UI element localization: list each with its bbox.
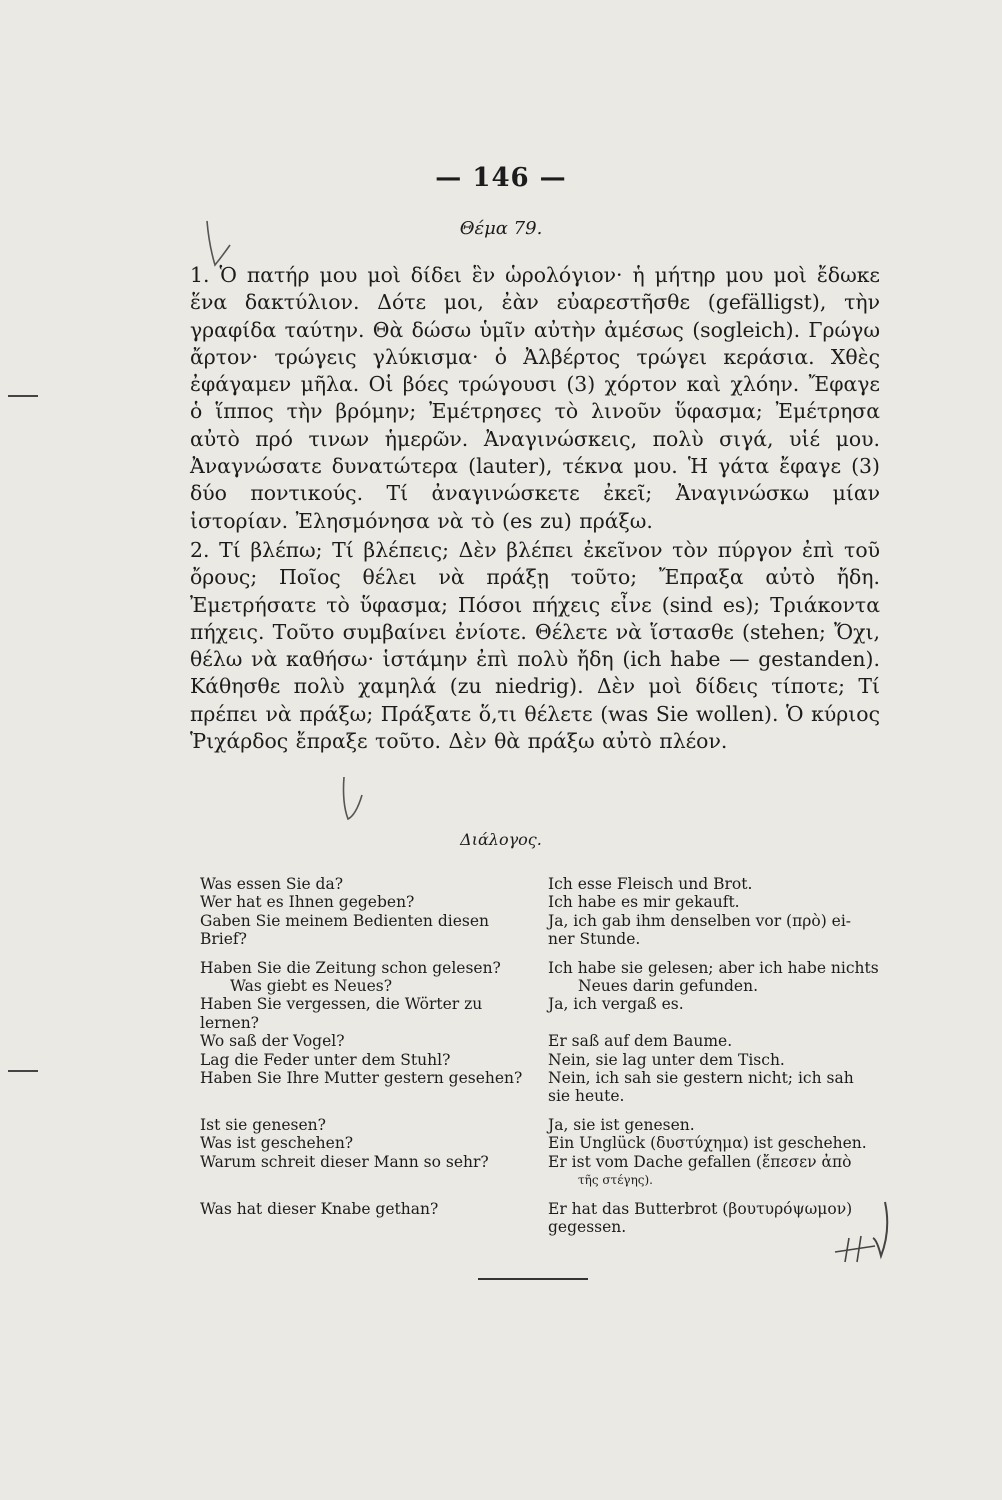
dialog-answer: Er saß auf dem Baume. — [548, 1032, 733, 1051]
dialog-question: Haben Sie vergessen, die Wörter zu lernen? — [200, 995, 483, 1032]
dialog-answer: Ich habe sie gelesen; aber ich habe nichts — [548, 958, 879, 977]
dialog-question: Was ist geschehen? — [200, 1134, 354, 1153]
dialog-question: Gaben Sie meinem Bedienten diesen Brief? — [200, 911, 489, 949]
dialog-row — [200, 1116, 890, 1134]
dialog-question: Haben Sie Ihre Mutter gestern gesehen? — [200, 1069, 523, 1088]
dialog-answer: Ich esse Fleisch und Brot. — [548, 875, 753, 893]
dialog-answer: Nein, sie lag unter dem Tisch. — [548, 1050, 785, 1069]
page-number: — 146 — — [435, 163, 567, 193]
dialog-answer-continuation: ner Stunde. — [548, 930, 641, 949]
dialog-question: Wer hat es Ihnen gegeben? — [200, 893, 415, 912]
closing-rule — [478, 1278, 588, 1280]
dialog-answer-block — [540, 1069, 886, 1106]
dialog-answer-continuation: τῆς στέγης). — [578, 1173, 653, 1188]
dialog-answer: Ja, sie ist genesen. — [548, 1115, 695, 1134]
dialog-question: Was essen Sie da? — [200, 875, 344, 893]
dialog-answer-block — [540, 1153, 886, 1190]
dialog-question: Was hat dieser Knabe gethan? — [200, 1199, 439, 1218]
dialog-question: Haben Sie die Zeitung schon gelesen? — [200, 958, 501, 977]
dialog-answer-continuation: Neues darin gefunden. — [578, 977, 759, 996]
exercise-paragraph-2: 2. Τί βλέπω; Τί βλέπεις; Δὲν βλέπει ἐκεῖνον τὸν πύργον ἐπὶ τοῦ ὄρους; Ποῖος θέλει νὰ πράξῃ τοῦτο; Ἔπραξα αὐτὸ ἤδη. Ἐμετρήσατε τὸ ὕφασμα; Πόσοι πήχεις εἶνε (sind es); Τριάκοντα πήχεις. Τοῦτο συμβαίνει ἐνίοτε. Θέλετε νὰ ἵστασθε (stehen; Ὄχι, θέλω νὰ καθήσω· ἱστάμην ἐπὶ πολὺ ἤδη (ich habe — gestanden). Κάθησθε πολὺ χαμηλά (zu niedrig). Δὲν μοὶ δίδεις τίποτε; Τί πρέπει νὰ πράξω; Πράξατε ὅ,τι θέλετε (was Sie wollen). Ὁ κύριος Ῥιχάρδος ἔπραξε τοῦτο. Δὲν θὰ πράξω αὐτὸ πλέον. — [190, 537, 880, 754]
dialog-row — [200, 1032, 890, 1050]
exercise-text — [190, 262, 880, 755]
dialog-row — [200, 912, 890, 949]
dialog-answer-continuation: gegessen. — [548, 1217, 627, 1236]
dialog-row — [200, 1200, 890, 1237]
margin-mark — [8, 1070, 38, 1072]
dialog-question-block — [200, 959, 540, 996]
exercise-paragraph-1: 1. Ὁ πατήρ μου μοὶ δίδει ἓν ὡρολόγιον· ἡ μήτηρ μου μοὶ ἔδωκε ἕνα δακτύλιον. Δότε μοι, ἐὰν εὐαρεστῆσθε (gefälligst), τὴν γραφίδα ταύτην. Θὰ δώσω ὑμῖν αὐτὴν ἀμέσως (sogleich). Γρώγω ἄρτον· τρώγεις γλύκισμα· ὁ Ἀλβέρτος τρώγει κεράσια. Χθὲς ἐφάγαμεν μῆλα. Οἱ βόες τρώγουσι (3) χόρτον καὶ χλόην. Ἔφαγε ὁ ἵππος τὴν βρόμην; Ἐμέτρησες τὸ λινοῦν ὕφασμα; Ἐμέτρησα αὐτὸ πρό τινων ἡμερῶν. Ἀναγινώσκεις, πολὺ σιγά, υἱέ μου. Ἀναγνώσατε δυνατώτερα (lauter), τέκνα μου. Ἡ γάτα ἔφαγε (3) δύο ποντικούς. Τί ἀναγινώσκετε ἐκεῖ; Ἀναγινώσκω μίαν ἱστορίαν. Ἐλησμόνησα νὰ τὸ (es zu) πράξω. — [190, 263, 880, 533]
dialog-answer: Ja, ich vergaß es. — [548, 995, 684, 1014]
dialog-answer-continuation: sie heute. — [548, 1087, 625, 1106]
dialog-question: Was giebt es Neues? — [230, 977, 393, 996]
dialog-title: Διάλογος. — [460, 830, 542, 849]
pencil-bracket-mark — [338, 775, 368, 825]
dialog-row — [200, 959, 890, 996]
dialog-row — [200, 893, 890, 911]
dialog-question: Ist sie genesen? — [200, 1115, 326, 1134]
dialog-answer: Nein, ich sah sie gestern nicht; ich sah — [548, 1069, 854, 1088]
dialog-row — [200, 995, 890, 1032]
dialog-row — [200, 1153, 890, 1190]
dialog-question: Lag die Feder unter dem Stuhl? — [200, 1050, 451, 1069]
dialog-answer-block — [540, 959, 886, 996]
dialog-question: Wo saß der Vogel? — [200, 1032, 345, 1051]
margin-mark — [8, 395, 38, 397]
dialog-row — [200, 1069, 890, 1106]
pencil-signature-mark — [815, 1200, 905, 1270]
dialog-row — [200, 875, 890, 893]
dialog-table — [200, 875, 890, 1236]
dialog-answer: Ja, ich gab ihm denselben vor (πρὸ) ei- — [548, 911, 852, 930]
dialog-answer-block — [540, 912, 886, 949]
dialog-row — [200, 1051, 890, 1069]
dialog-answer: Er ist vom Dache gefallen (ἔπεσεν ἀπὸ — [548, 1152, 852, 1171]
dialog-answer: Ich habe es mir gekauft. — [548, 893, 740, 912]
dialog-row — [200, 1134, 890, 1152]
dialog-answer: Ein Unglück (δυστύχημα) ist geschehen. — [548, 1134, 867, 1153]
dialog-answer: Er hat das Butterbrot (βουτυρόψωμον) — [548, 1199, 853, 1218]
theme-title: Θέμα 79. — [459, 218, 543, 239]
dialog-question: Warum schreit dieser Mann so sehr? — [200, 1152, 489, 1171]
